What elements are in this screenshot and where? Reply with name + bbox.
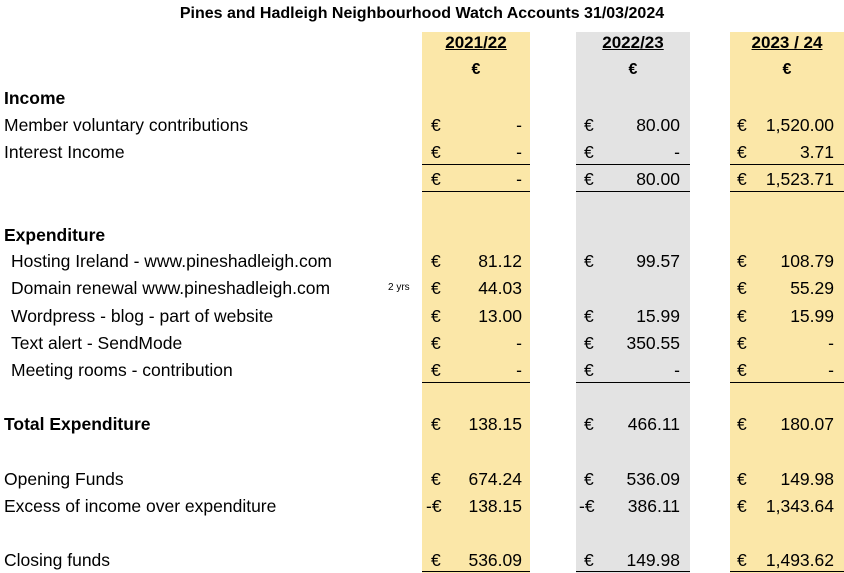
currency-symbol: € (737, 306, 747, 326)
currency-symbol: -€ (426, 496, 442, 516)
amount-2021-22: 44.03 (478, 278, 522, 298)
currency-symbol: € (584, 333, 594, 353)
amount-2023-24: 1,493.62 (765, 550, 834, 570)
income-total-rule (730, 191, 844, 192)
currency-symbol: € (431, 469, 441, 489)
currency-symbol: € (737, 469, 747, 489)
amount-2022-23: - (674, 360, 680, 380)
currency-header-2023-24: € (782, 61, 792, 78)
amount-2021-22: - (516, 169, 522, 189)
amount-2021-22: - (516, 333, 522, 353)
row-label: Domain renewal www.pineshadleigh.com (11, 278, 331, 298)
currency-symbol: € (737, 360, 747, 380)
amount-2021-22: - (516, 142, 522, 162)
expenditure-rule (422, 382, 530, 383)
currency-symbol: € (431, 550, 441, 570)
amount-2023-24: 180.07 (780, 414, 834, 434)
amount-2023-24: 55.29 (790, 278, 834, 298)
currency-symbol: € (431, 333, 441, 353)
currency-symbol: € (431, 306, 441, 326)
currency-symbol: € (431, 414, 441, 434)
document-title: Pines and Hadleigh Neighbourhood Watch Accounts 31/03/2024 (179, 5, 665, 22)
currency-symbol: € (584, 251, 594, 271)
table-row (0, 303, 844, 329)
amount-2022-23: 536.09 (626, 469, 680, 489)
amount-2021-22: 13.00 (478, 306, 522, 326)
amount-2022-23: - (674, 142, 680, 162)
currency-symbol: € (737, 278, 747, 298)
currency-symbol: € (737, 414, 747, 434)
row-label: Closing funds (4, 550, 111, 570)
amount-2023-24: 149.98 (780, 469, 834, 489)
amount-2022-23: 80.00 (636, 169, 680, 189)
currency-header-2021-22: € (471, 61, 481, 78)
currency-symbol: € (431, 278, 441, 298)
currency-symbol: € (737, 115, 747, 135)
table-row (0, 466, 844, 492)
amount-2022-23: 350.55 (626, 333, 680, 353)
amount-2021-22: 138.15 (468, 496, 522, 516)
currency-symbol: € (431, 169, 441, 189)
row-label: Interest Income (4, 142, 125, 162)
total-expenditure-row (0, 411, 844, 437)
amount-2022-23: 466.11 (627, 414, 680, 434)
currency-symbol: € (737, 169, 747, 189)
table-row (0, 357, 844, 383)
table-row (0, 493, 844, 519)
currency-symbol: € (737, 251, 747, 271)
amount-2022-23: 386.11 (627, 496, 680, 516)
year-header-2023-24: 2023 / 24 (751, 33, 823, 52)
currency-symbol: € (584, 469, 594, 489)
expenditure-rule (730, 382, 844, 383)
currency-symbol: € (431, 142, 441, 162)
amount-2021-22: 536.09 (468, 550, 522, 570)
currency-symbol: € (737, 142, 747, 162)
row-label: Total Expenditure (4, 414, 151, 434)
row-label: Member voluntary contributions (4, 115, 249, 135)
closing-funds-rule (576, 571, 690, 572)
year-header-2022-23: 2022/23 (602, 33, 664, 52)
income-subtotal-rule (576, 164, 690, 165)
row-label: Hosting Ireland - www.pineshadleigh.com (11, 251, 332, 271)
amount-2023-24: 1,520.00 (765, 115, 834, 135)
currency-symbol: € (584, 115, 594, 135)
row-note: 2 yrs (388, 282, 410, 293)
currency-symbol: € (584, 550, 594, 570)
currency-symbol: € (584, 306, 594, 326)
amount-2022-23: 99.57 (636, 251, 680, 271)
amount-2023-24: - (828, 360, 834, 380)
currency-symbol: € (584, 142, 594, 162)
amount-2023-24: 1,523.71 (765, 169, 834, 189)
row-label: Meeting rooms - contribution (11, 360, 233, 380)
amount-2021-22: - (516, 360, 522, 380)
closing-funds-row (0, 547, 844, 573)
currency-symbol: -€ (579, 496, 595, 516)
amount-2023-24: 1,343.64 (765, 496, 834, 516)
currency-symbol: € (737, 333, 747, 353)
closing-funds-rule (730, 571, 844, 572)
income-total-rule (422, 191, 530, 192)
currency-symbol: € (431, 251, 441, 271)
closing-funds-rule (422, 571, 530, 572)
income-subtotal-rule (730, 164, 844, 165)
amount-2023-24: 15.99 (790, 306, 834, 326)
row-label: Text alert - SendMode (11, 333, 183, 353)
amount-2023-24: - (828, 333, 834, 353)
table-row (0, 139, 844, 165)
currency-symbol: € (737, 550, 747, 570)
expenditure-rule (576, 382, 690, 383)
year-header-2021-22: 2021/22 (445, 33, 507, 52)
currency-symbol: € (431, 115, 441, 135)
expenditure-heading-row (0, 222, 844, 248)
currency-header-2022-23: € (628, 61, 638, 78)
income-heading: Income (4, 88, 66, 108)
table-row (0, 275, 844, 301)
amount-2023-24: 3.71 (799, 142, 834, 162)
amount-2023-24: 108.79 (780, 251, 834, 271)
table-row (0, 112, 844, 138)
expenditure-heading: Expenditure (4, 225, 106, 245)
currency-symbol: € (584, 169, 594, 189)
row-label: Opening Funds (4, 469, 124, 489)
amount-2022-23: 149.98 (626, 550, 680, 570)
income-heading-row (0, 85, 844, 111)
income-total-rule (576, 191, 690, 192)
amount-2021-22: 674.24 (468, 469, 522, 489)
row-label: Excess of income over expenditure (4, 496, 277, 516)
income-total-row (0, 166, 844, 192)
amount-2022-23: 15.99 (636, 306, 680, 326)
currency-symbol: € (584, 360, 594, 380)
row-label: Wordpress - blog - part of website (11, 306, 274, 326)
table-row (0, 248, 844, 274)
amount-2021-22: 138.15 (468, 414, 522, 434)
currency-symbol: € (584, 414, 594, 434)
income-subtotal-rule (422, 164, 530, 165)
table-row (0, 330, 844, 356)
currency-symbol: € (737, 496, 747, 516)
amount-2022-23: 80.00 (636, 115, 680, 135)
currency-symbol: € (431, 360, 441, 380)
amount-2021-22: 81.12 (478, 251, 522, 271)
amount-2021-22: - (516, 115, 522, 135)
